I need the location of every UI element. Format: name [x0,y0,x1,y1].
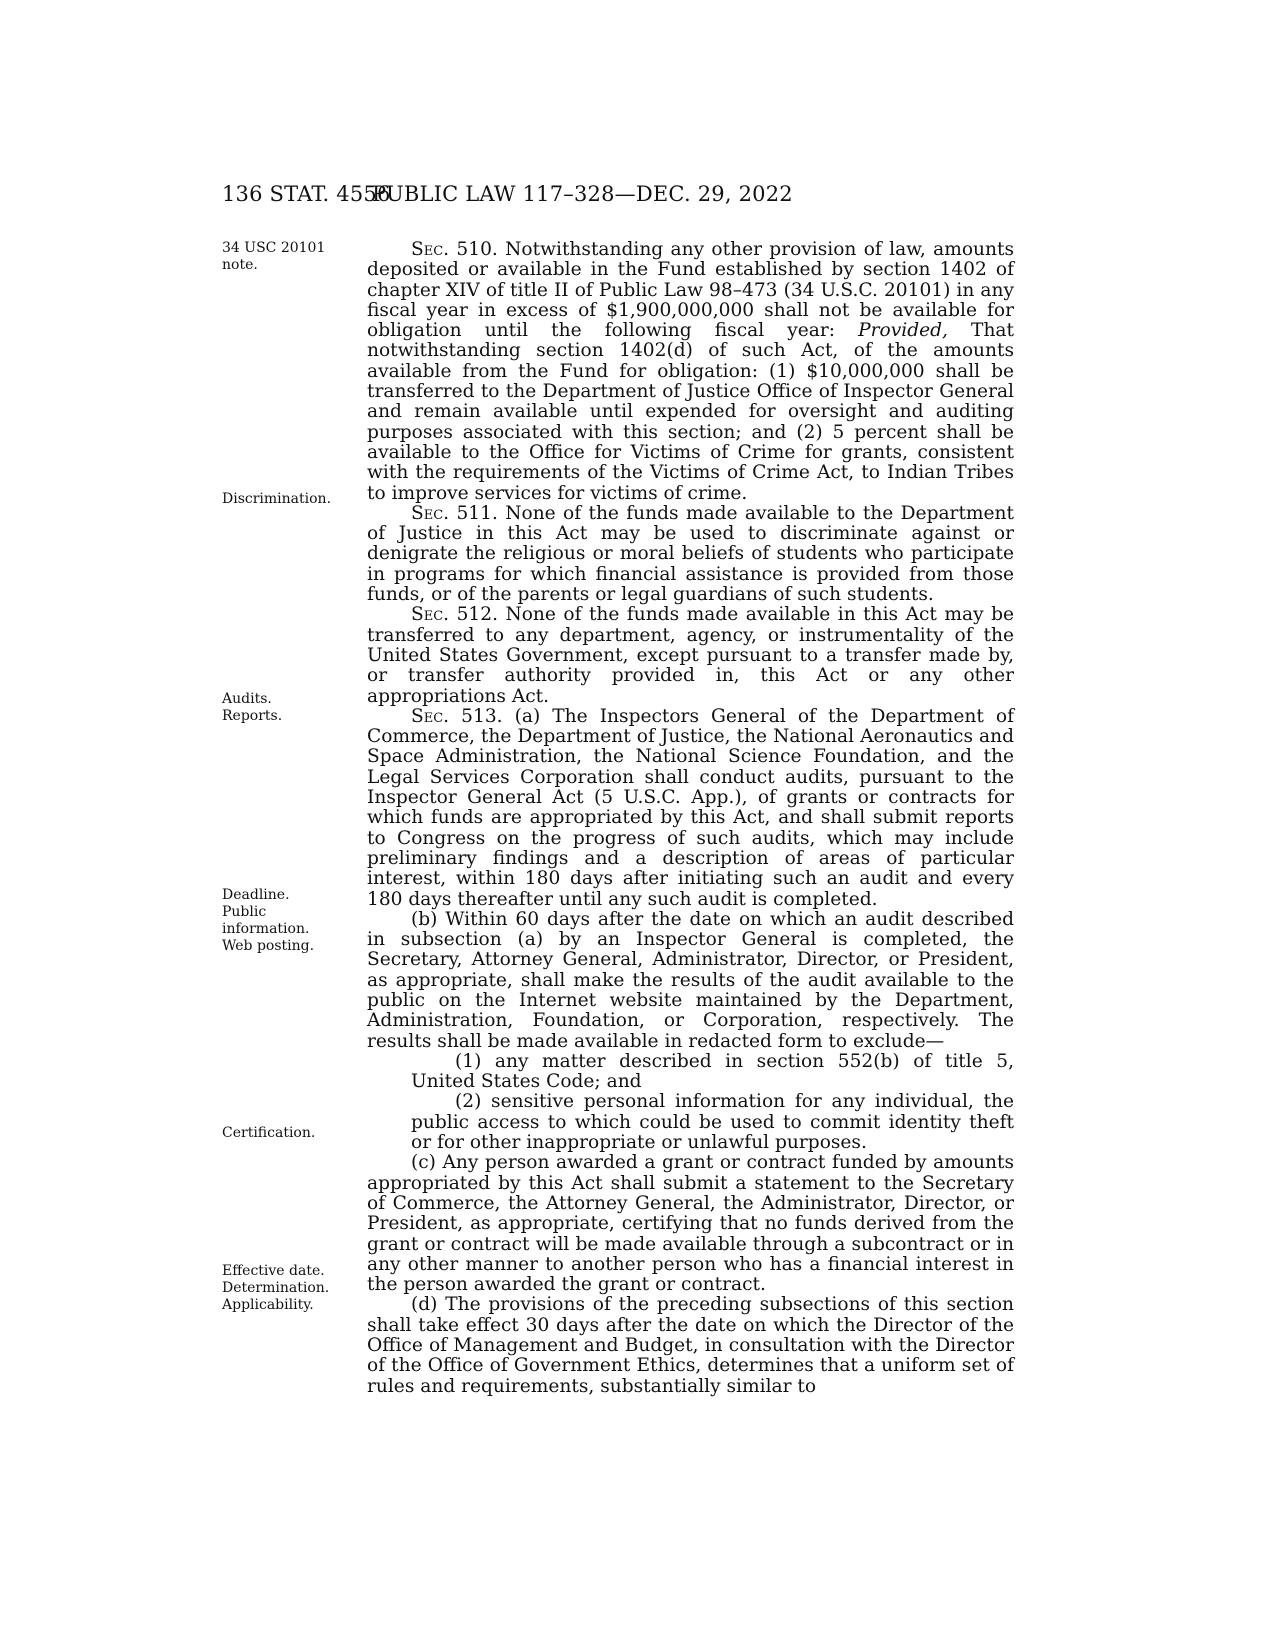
section-513-b: (b) Within 60 days after the date on which an audit described in subsection (a) by an Inspector General is completed, the Secretary, Attorney General, Administrator, Director, or President, as appropriate, shall make the results of the audit available to the public on the Internet website maintained by the Department, Administration, Foundation, or Corporation, respectively. The results shall be made available in redacted form to exclude— [367,908,1014,1052]
section-text: 512. None of the funds made available in this Act may be transferred to any department, agency, or instrumentality of the United States Government, except pursuant to a transfer made by, or transfer authority provided in, this Act or any other appropriations Act. [367,604,1014,707]
section-text: That notwithstanding section 1402(d) of such Act, of the amounts available from the Fund for obligation: (1) $10,000,000 shall be transferred to the Department of Justice Office of Inspector General and remain available until expended for oversight and auditing purposes associated with this section; and (2) 5 percent shall be available to the Office for Victims of Crime for grants, consistent with the requirements of the Victims of Crime Act, to Indian Tribes to improve services for victims of crime. [367,320,1014,504]
section-label: Sec. [411,604,450,626]
margin-note-line: Discrimination. [222,491,332,507]
proviso-italic: Provided, [858,320,948,342]
margin-note-line: Web posting. [222,938,315,954]
section-511 [367,504,1014,605]
section-512 [367,605,1014,706]
section-text: 513. (a) The Inspectors General of the Department of Commerce, the Department of Justice, the National Aeronautics and Space Administration, the National Science Foundation, and the Legal Services Corporation shall conduct audits, pursuant to the Inspector General Act (5 U.S.C. App.), of grants or contracts for which funds are appropriated by this Act, and shall submit reports to Congress on the progress of such audits, which may include preliminary findings and a description of areas of particular interest, within 180 days after initiating such an audit and every 180 days thereafter until any such audit is completed. [367,705,1014,910]
page-stat-number: 136 STAT. 4556 [222,182,391,206]
margin-note-deadline [222,887,352,955]
margin-note-line: information. [222,921,310,937]
margin-note-line: Deadline. [222,887,290,903]
margin-note-line: Applicability. [222,1297,314,1313]
section-text: 510. Notwithstanding any other provision of law, amounts deposited or available in the Fund established by section 1402 of chapter XIV of title II of Public Law 98–473 (34 U.S.C. 20101) in any fiscal year in excess of $1,900,000,000 shall not be available for obligation until the following fiscal year: [367,239,1014,342]
section-label: Sec. [411,705,450,727]
margin-note-line: note. [222,257,258,273]
statute-body [367,240,1014,1397]
section-513-b-1: (1) any matter described in section 552(b) of title 5, United States Code; and [411,1050,1014,1093]
margin-note-effective-date [222,1263,352,1314]
page-header [222,182,1022,222]
section-513-a [367,707,1014,910]
margin-note-discrimination [222,491,352,508]
section-label: Sec. [411,239,450,260]
margin-note-line: Public [222,904,267,920]
margin-note-line: Determination. [222,1280,330,1296]
margin-note-audits [222,691,352,725]
section-510 [367,240,1014,504]
section-513-c: (c) Any person awarded a grant or contract funded by amounts appropriated by this Act shall submit a statement to the Secretary of Commerce, the Attorney General, the Administrator, Director, or President, as appropriate, certifying that no funds derived from the grant or contract will be made available through a subcontract or in any other manner to another person who has a financial interest in the person awarded the grant or contract. [367,1152,1014,1296]
margin-note-line: Reports. [222,708,283,724]
margin-note-line: Effective date. [222,1263,325,1279]
section-513-b-2: (2) sensitive personal information for any individual, the public access to which could be used to commit identity theft or for other inappropriate or unlawful purposes. [411,1091,1014,1154]
margin-note-line: 34 USC 20101 [222,240,326,256]
section-label: Sec. [411,502,450,524]
margin-note-certification [222,1125,352,1142]
law-title: PUBLIC LAW 117–328—DEC. 29, 2022 [372,182,793,206]
margin-note-line: Audits. [222,691,272,707]
margin-note-usc [222,240,352,274]
section-text: 511. None of the funds made available to the Department of Justice in this Act may be used to discriminate against or denigrate the religious or moral beliefs of students who participate in programs for which financial assistance is provided from those funds, or of the parents or legal guardians of such students. [367,502,1014,606]
margin-note-line: Certification. [222,1125,316,1141]
section-513-d: (d) The provisions of the preceding subsections of this section shall take effect 30 days after the date on which the Director of the Office of Management and Budget, in consultation with the Director of the Office of Government Ethics, determines that a uniform set of rules and requirements, substantially similar to [367,1294,1014,1397]
